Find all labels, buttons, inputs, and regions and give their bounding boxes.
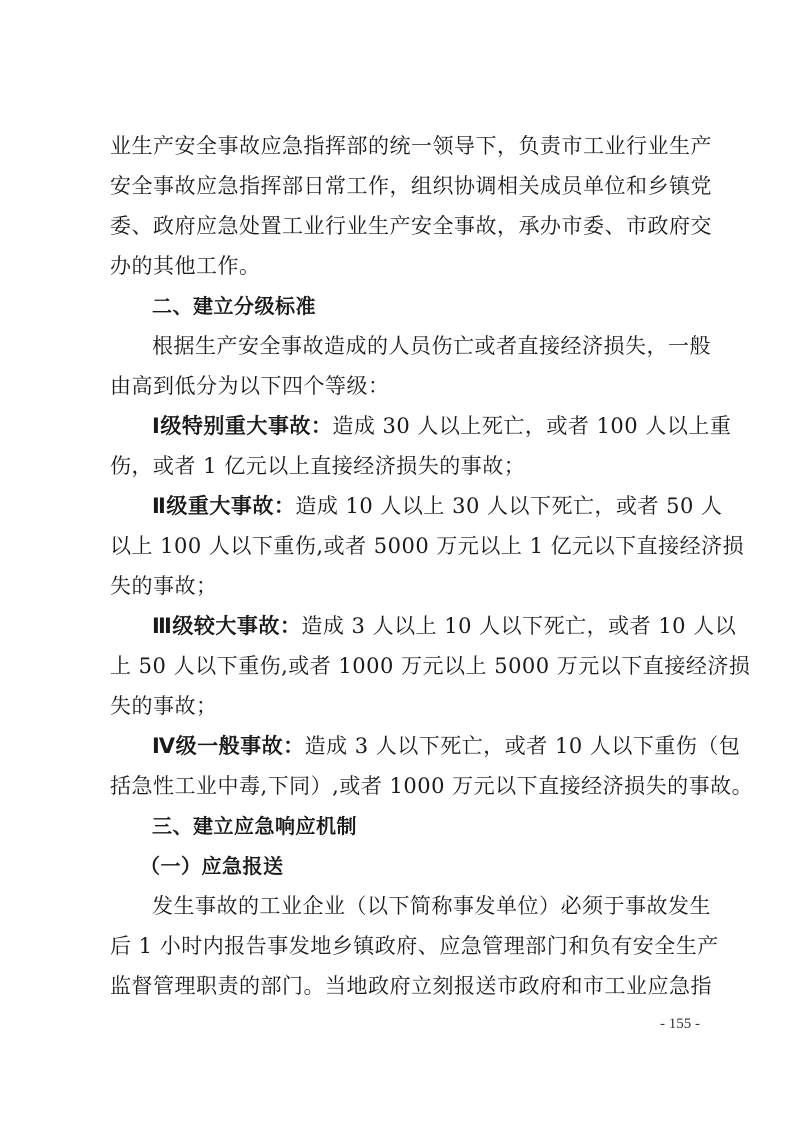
body-text-line: 失的事故； bbox=[110, 574, 218, 598]
body-text-line: 括急性工业中毒,下同）,或者 1000 万元以下直接经济损失的事故。 bbox=[110, 774, 754, 798]
grade-2-label: Ⅱ级重大事故： bbox=[152, 494, 296, 518]
grade-3-label: Ⅲ级较大事故： bbox=[152, 614, 302, 638]
subsection-heading: （一）应急报送 bbox=[140, 854, 284, 878]
body-text-line: 由高到低分为以下四个等级： bbox=[110, 374, 390, 398]
body-text-line: 以上 100 人以下重伤,或者 5000 万元以上 1 亿元以下直接经济损 bbox=[110, 534, 745, 558]
grade-1-text: 造成 30 人以上死亡，或者 100 人以上重 bbox=[332, 414, 732, 438]
grade-2-line bbox=[152, 486, 723, 526]
section-heading-3: 三、建立应急响应机制 bbox=[152, 814, 357, 838]
grade-3-line bbox=[152, 606, 737, 646]
body-text-line: 后 1 小时内报告事发地乡镇政府、应急管理部门和负有安全生产 bbox=[110, 934, 719, 958]
body-text-line: 发生事故的工业企业（以下简称事发单位）必须于事故发生 bbox=[152, 894, 711, 918]
grade-4-line bbox=[152, 726, 741, 766]
section-heading-2: 二、建立分级标准 bbox=[152, 294, 316, 318]
body-text-line: 安全事故应急指挥部日常工作，组织协调相关成员单位和乡镇党 bbox=[110, 174, 712, 198]
grade-1-label: Ⅰ级特别重大事故： bbox=[152, 414, 333, 438]
grade-4-text: 造成 3 人以下死亡，或者 10 人以下重伤（包 bbox=[304, 734, 741, 758]
page-number: - 155 - bbox=[660, 1016, 700, 1032]
body-text-line: 伤，或者 1 亿元以上直接经济损失的事故； bbox=[110, 454, 526, 478]
body-text-line: 失的事故； bbox=[110, 694, 218, 718]
body-text-line: 根据生产安全事故造成的人员伤亡或者直接经济损失，一般 bbox=[152, 334, 711, 358]
body-text-line: 业生产安全事故应急指挥部的统一领导下，负责市工业行业生产 bbox=[110, 134, 712, 158]
grade-1-line bbox=[152, 406, 732, 446]
grade-3-text: 造成 3 人以上 10 人以下死亡，或者 10 人以 bbox=[301, 614, 737, 638]
body-text-line: 上 50 人以下重伤,或者 1000 万元以上 5000 万元以下直接经济损 bbox=[110, 654, 751, 678]
body-text-line: 办的其他工作。 bbox=[110, 254, 261, 278]
body-text-line: 委、政府应急处置工业行业生产安全事故，承办市委、市政府交 bbox=[110, 214, 712, 238]
grade-4-label: Ⅳ级一般事故： bbox=[152, 734, 305, 758]
grade-2-text: 造成 10 人以上 30 人以下死亡，或者 50 人 bbox=[295, 494, 723, 518]
body-text-line: 监督管理职责的部门。当地政府立刻报送市政府和市工业应急指 bbox=[110, 974, 712, 998]
